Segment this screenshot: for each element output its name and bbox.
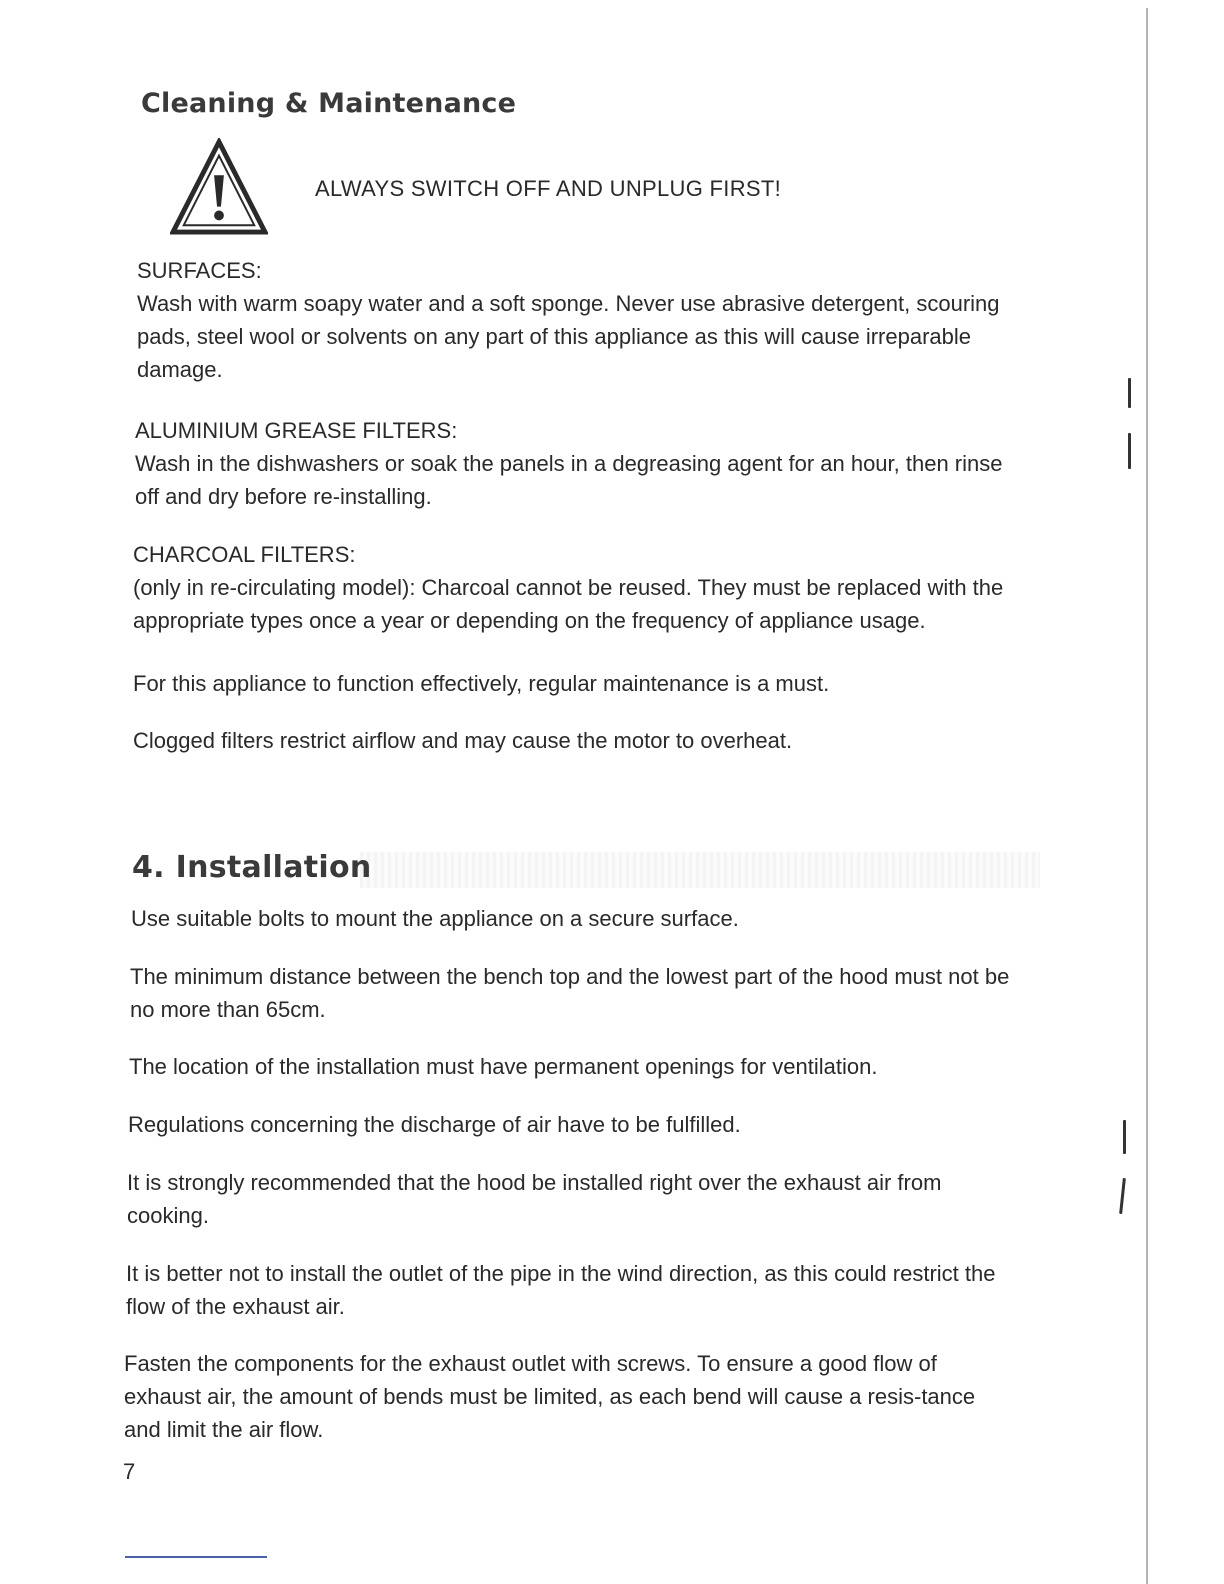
section-title-cleaning: Cleaning & Maintenance bbox=[141, 88, 517, 119]
warning-message: ALWAYS SWITCH OFF AND UNPLUG FIRST! bbox=[315, 176, 782, 201]
charcoal-filters-section bbox=[133, 538, 1038, 637]
charcoal-filters-text: (only in re-circulating model): Charcoal cannot be reused. They must be replaced with the appropriate types once a year or depending on the frequency of appliance usage. bbox=[133, 575, 1004, 633]
installation-paragraph: The minimum distance between the bench top and the lowest part of the hood must not be no more than 65cm. bbox=[130, 964, 1010, 1022]
margin-mark bbox=[1128, 378, 1131, 408]
installation-paragraph: It is strongly recommended that the hood be installed right over the exhaust air from cooking. bbox=[127, 1170, 942, 1228]
page-number: 7 bbox=[123, 1459, 136, 1484]
footer-rule bbox=[125, 1556, 267, 1558]
installation-paragraph: The location of the installation must have permanent openings for ventilation. bbox=[129, 1054, 878, 1079]
scan-edge-line bbox=[1146, 8, 1148, 1584]
installation-paragraph: Use suitable bolts to mount the appliance on a secure surface. bbox=[131, 906, 739, 931]
section-title-installation: 4. Installation bbox=[132, 850, 372, 885]
surfaces-label: SURFACES: bbox=[137, 258, 262, 283]
grease-filters-section bbox=[135, 414, 1017, 513]
warning-triangle-icon bbox=[170, 138, 268, 236]
installation-paragraph: Regulations concerning the discharge of air have to be fulfilled. bbox=[128, 1112, 741, 1137]
surfaces-text: Wash with warm soapy water and a soft sponge. Never use abrasive detergent, scouring pads, steel wool or solvents on any part of this appliance as this will cause irreparable damage. bbox=[137, 291, 1000, 382]
surfaces-section bbox=[137, 254, 1017, 386]
grease-filters-text: Wash in the dishwashers or soak the panels in a degreasing agent for an hour, then rinse off and dry before re-installing. bbox=[135, 451, 1003, 509]
maintenance-note: For this appliance to function effectively, regular maintenance is a must. bbox=[133, 671, 830, 696]
heading-shade-band bbox=[360, 852, 1040, 888]
installation-paragraph: It is better not to install the outlet of the pipe in the wind direction, as this could restrict the flow of the exhaust air. bbox=[126, 1261, 996, 1319]
overheat-note: Clogged filters restrict airflow and may cause the motor to overheat. bbox=[133, 728, 793, 753]
margin-mark bbox=[1119, 1178, 1126, 1214]
installation-paragraph: Fasten the components for the exhaust outlet with screws. To ensure a good flow of exhaust air, the amount of bends must be limited, as each bend will cause a resis-tance and limit the air flow. bbox=[124, 1351, 976, 1442]
charcoal-filters-label: CHARCOAL FILTERS: bbox=[133, 542, 356, 567]
grease-filters-label: ALUMINIUM GREASE FILTERS: bbox=[135, 418, 458, 443]
margin-mark bbox=[1123, 1120, 1126, 1154]
margin-mark bbox=[1128, 433, 1131, 469]
